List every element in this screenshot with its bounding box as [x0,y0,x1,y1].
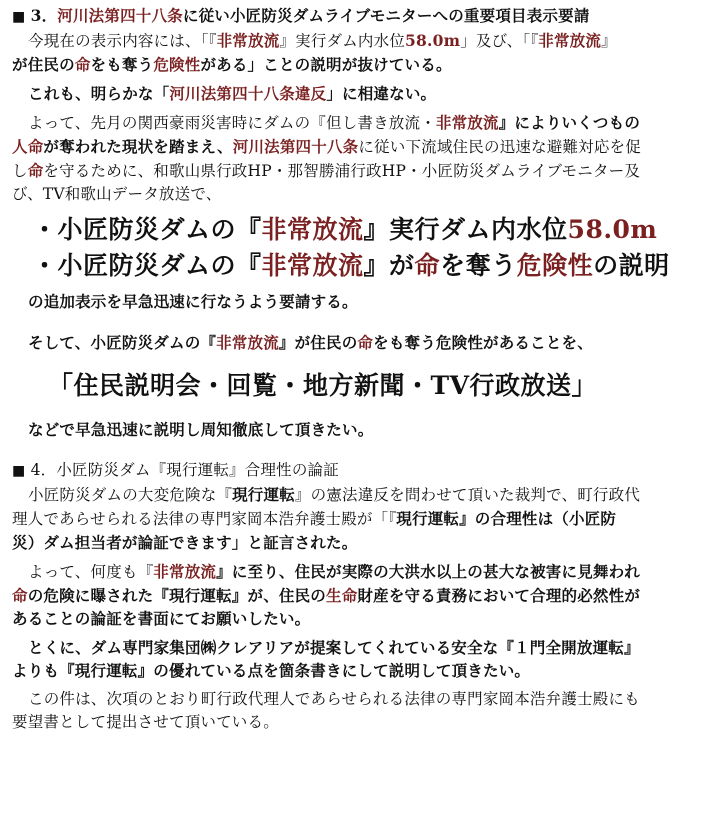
paragraph-3-2: これも、明らかな「河川法第四十八条違反」に相違ない。 [28,84,437,103]
paragraph-3-1-line-2: が住民の命をも奪う危険性がある」ことの説明が抜けている。 [12,55,452,74]
highlight-item-2: ・小匠防災ダムの『非常放流』が命を奪う危険性の説明 [32,251,670,280]
paragraph-3-5: そして、小匠防災ダムの『非常放流』が住民の命をも奪う危険性があることを、 [28,333,593,352]
paragraph-3-3-line-4: び、TV和歌山データ放送で、 [12,185,222,203]
paragraph-4-1-line-2: 理人であらせられる法律の専門家岡本浩弁護士殿が「『現行運転』の合理性は（小匠防 [12,509,617,528]
paragraph-3-3-line-2: 人命が奪われた現状を踏まえ、河川法第四十八条に従い下流域住民の迅速な避難対応を促 [12,137,641,156]
paragraph-3-3-line-3: し命を守るために、和歌山県行政HP・那智勝浦行政HP・小匠防災ダムライブモニター及 [12,161,641,180]
paragraph-3-6: などで早急迅速に説明し周知徹底して頂きたい。 [28,420,374,439]
paragraph-4-4-line-2: 要望書として提出させて頂いている。 [12,713,279,731]
paragraph-4-4-line-1: この件は、次項のとおり町行政代理人であらせられる法律の専門家岡本浩弁護士殿にも [28,690,640,708]
paragraph-3-3-line-1: よって、先月の関西豪雨災害時にダムの『但し書き放流・非常放流』によりいくつもの [28,113,641,132]
highlight-item-1: ・小匠防災ダムの『非常放流』実行ダム内水位58.0m [32,215,658,244]
paragraph-4-1-line-3: 災）ダム担当者が論証できます」と証言された。 [12,533,358,552]
paragraph-4-3-line-2: よりも『現行運転』の優れている点を箇条書きにして説明して頂きたい。 [12,661,531,680]
paragraph-4-2-line-3: あることの論証を書面にてお願いしたい。 [12,609,311,628]
section-4-heading: ■ 4．小匠防災ダム『現行運転』合理性の論証 [12,461,339,479]
paragraph-3-4: の追加表示を早急迅速に行なうよう要請する。 [28,292,358,311]
paragraph-4-1-line-1: 小匠防災ダムの大変危険な『現行運転』の憲法違反を問わせて頂いた裁判で、町行政代 [28,485,641,504]
square-bullet-icon: ■ [12,463,26,479]
paragraph-3-1-line-1: 今現在の表示内容には、「『非常放流』実行ダム内水位58.0m」及び、「『非常放流』 [28,31,617,50]
square-bullet-icon: ■ [12,9,26,25]
paragraph-4-2-line-2: 命の危険に曝された『現行運転』が、住民の生命財産を守る責務において合理的必然性が [12,586,641,605]
paragraph-4-2-line-1: よって、何度も『非常放流』に至り、住民が実際の大洪水以上の甚大な被害に見舞われ [28,562,641,581]
highlight-item-3: 「住民説明会・回覧・地方新聞・TV行政放送」 [48,371,598,400]
paragraph-4-3-line-1: とくに、ダム専門家集団㈱クレアリアが提案してくれている安全な『１門全開放運転』 [28,638,640,657]
section-3-heading: ■ 3．河川法第四十八条に従い小匠防災ダムライブモニターへの重要項目表示要請 [12,6,590,25]
